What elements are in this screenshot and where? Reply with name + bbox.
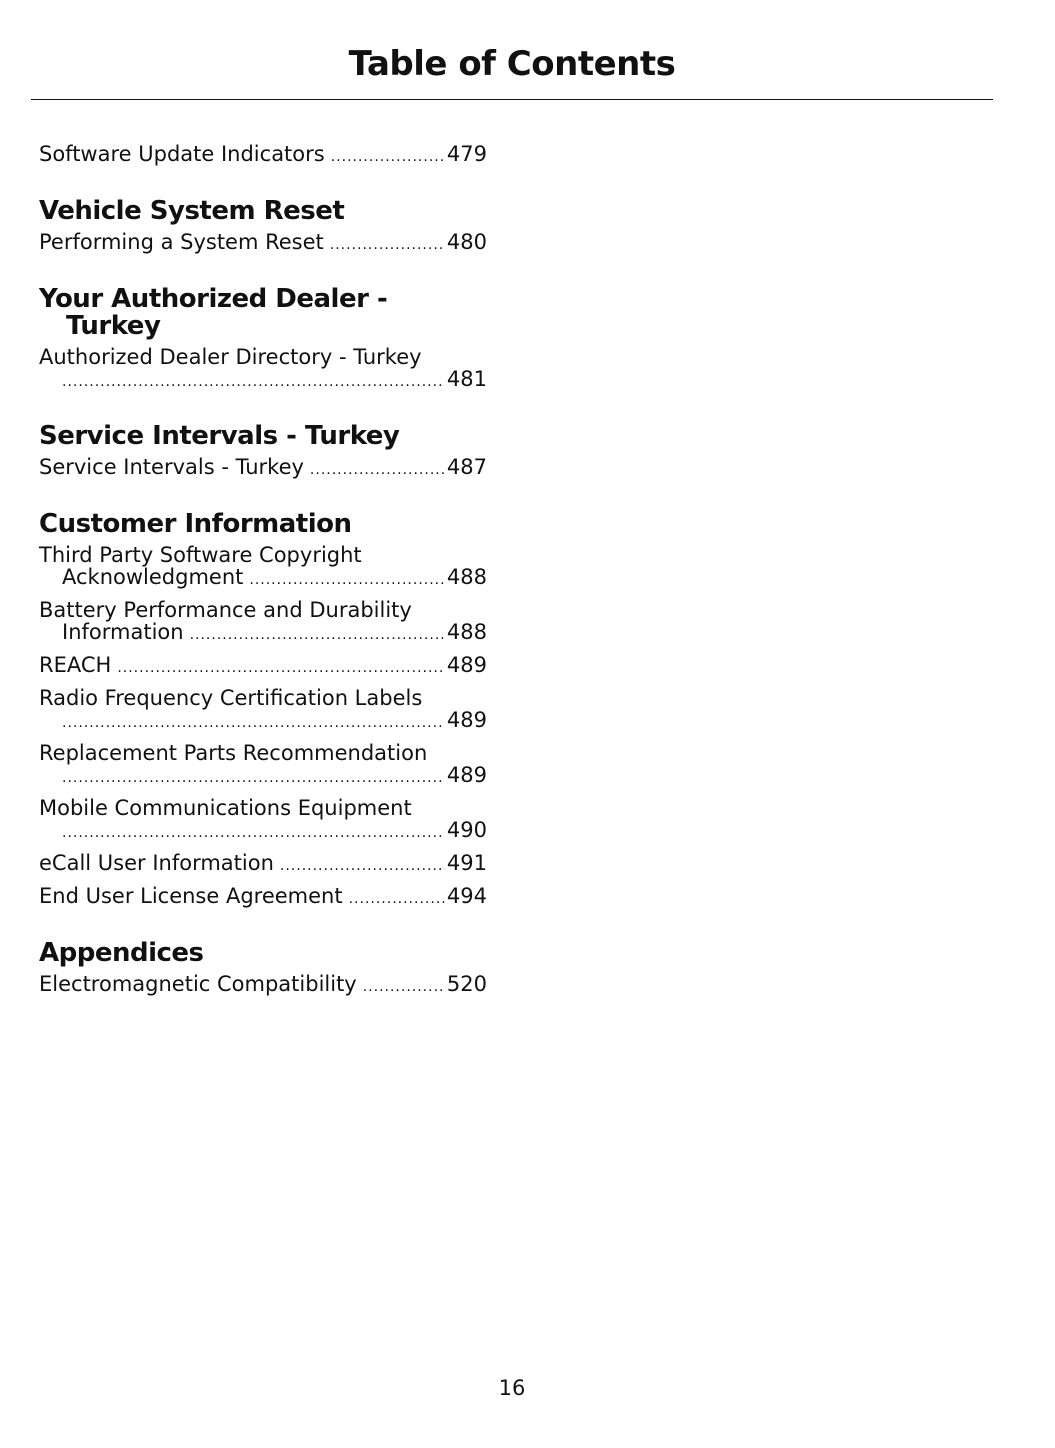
leader-dots [349, 888, 445, 910]
toc-entry-page: 490 [446, 818, 487, 842]
toc-entry-performing-system-reset[interactable] [39, 231, 487, 256]
toc-entry-text: Service Intervals - Turkey [39, 455, 304, 479]
leader-dots [310, 459, 445, 481]
toc-entry-text-cont: Information [62, 620, 184, 644]
toc-entry-page: 481 [446, 367, 487, 391]
toc-entry-authorized-dealer-directory[interactable] [39, 346, 487, 393]
toc-entry-ecall-user-information[interactable] [39, 852, 487, 877]
toc-entry-replacement-parts[interactable] [39, 742, 487, 789]
toc-entry-text: Mobile Communications Equipment [39, 796, 412, 820]
toc-entry-text: Replacement Parts Recommendation [39, 741, 428, 765]
toc-entry-text-cont: Acknowledgment [62, 565, 244, 589]
toc-entry-third-party-software[interactable] [39, 544, 487, 591]
toc-entry-page: 491 [446, 851, 487, 875]
section-heading-customer-information: Customer Information [39, 509, 352, 539]
table-of-contents [39, 143, 487, 1006]
section-heading-service-intervals: Service Intervals - Turkey [39, 421, 400, 451]
leader-dots [280, 855, 445, 877]
toc-entry-text: Third Party Software Copyright [39, 543, 362, 567]
section-heading-vehicle-system-reset: Vehicle System Reset [39, 196, 345, 226]
leader-dots [249, 569, 445, 591]
leader-dots [190, 624, 445, 646]
toc-entry-page: 480 [446, 230, 487, 254]
toc-entry-page: 488 [446, 565, 487, 589]
toc-entry-text: Performing a System Reset [39, 230, 324, 254]
toc-entry-page: 489 [446, 708, 487, 732]
toc-entry-page: 487 [446, 455, 487, 479]
page-title: Table of Contents [348, 44, 676, 84]
leader-dots [62, 712, 445, 734]
toc-entry-text: Electromagnetic Compatibility [39, 972, 357, 996]
leader-dots [331, 146, 445, 168]
leader-dots [62, 767, 445, 789]
toc-entry-page: 488 [446, 620, 487, 644]
toc-entry-page: 489 [446, 763, 487, 787]
toc-entry-text: REACH [39, 653, 112, 677]
leader-dots [62, 822, 445, 844]
leader-dots [117, 657, 445, 679]
leader-dots [363, 976, 445, 998]
toc-entry-text: Battery Performance and Durability [39, 598, 412, 622]
toc-entry-page: 479 [446, 142, 487, 166]
toc-entry-reach[interactable] [39, 654, 487, 679]
leader-dots [330, 234, 445, 256]
toc-entry-mobile-communications[interactable] [39, 797, 487, 844]
toc-entry-page: 520 [446, 972, 487, 996]
toc-entry-text: End User License Agreement [39, 884, 343, 908]
section-heading-authorized-dealer: Your Authorized Dealer - Turkey [39, 284, 388, 341]
toc-entry-battery-performance[interactable] [39, 599, 487, 646]
toc-entry-text: eCall User Information [39, 851, 274, 875]
toc-entry-text: Software Update Indicators [39, 142, 325, 166]
toc-entry-text: Radio Frequency Certification Labels [39, 686, 423, 710]
section-heading-appendices: Appendices [39, 938, 204, 968]
toc-entry-service-intervals-turkey[interactable] [39, 456, 487, 481]
toc-entry-page: 494 [446, 884, 487, 908]
title-divider [31, 99, 993, 100]
toc-entry-software-update-indicators[interactable] [39, 143, 487, 168]
leader-dots [62, 371, 445, 393]
toc-entry-end-user-license[interactable] [39, 885, 487, 910]
page-number: 16 [498, 1376, 526, 1400]
toc-entry-text: Authorized Dealer Directory - Turkey [39, 345, 422, 369]
toc-entry-radio-frequency-labels[interactable] [39, 687, 487, 734]
toc-entry-page: 489 [446, 653, 487, 677]
toc-entry-electromagnetic-compatibility[interactable] [39, 973, 487, 998]
